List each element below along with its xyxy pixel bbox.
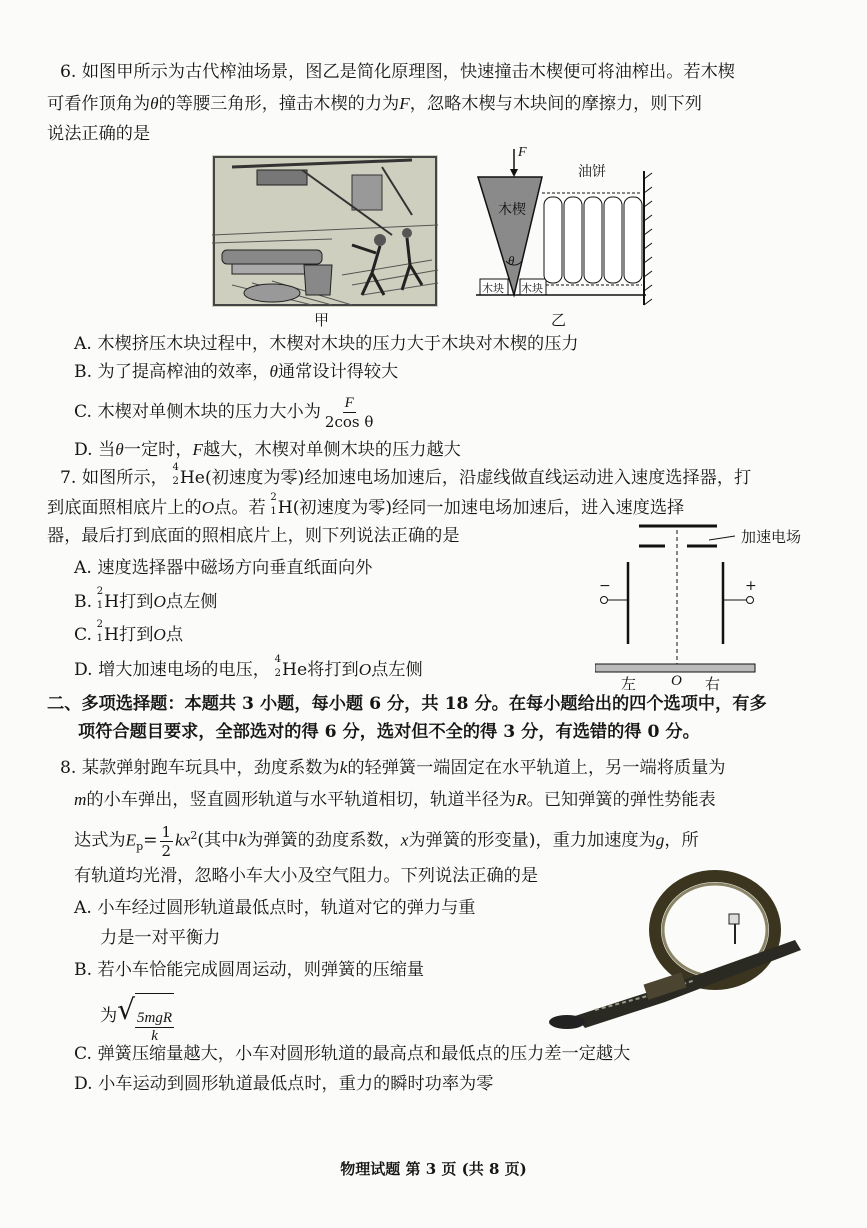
q6-option-d-text: D. 当 [74,440,116,460]
q8-text: (其中 [197,830,239,851]
velocity-selector-diagram [595,518,815,693]
point-o: O [153,625,166,644]
q8-text: 8. 某款弹射跑车玩具中，劲度系数为 [60,758,340,778]
q7-option-b-text: 打到 [119,592,154,612]
q6-line3: 说法正确的是 [47,124,151,144]
q7-line2 [47,492,685,520]
kx-symbol: kx [175,830,191,850]
mass-number: 4 [172,462,179,473]
hydrogen-symbol: H [104,625,120,645]
section2-heading-line2: 项符合题目要求，全部选对的得 6 分，选对但不全的得 3 分，有选错的得 0 分。 [78,722,700,742]
mass-number: 2 [270,492,277,503]
q8-line2 [74,788,716,812]
point-o: O [201,498,215,517]
q6-option-d [74,438,461,462]
helium-symbol: He [281,660,308,680]
q8-option-b-text: 为 [100,1006,118,1026]
q8-option-a-line2: 力是一对平衡力 [100,928,221,948]
ep-subscript: p [136,840,144,854]
fraction-f-over-2cos [323,394,375,431]
q6-option-a: A. 木楔挤压木块过程中，木楔对木块的压力大于木块对木楔的压力 [74,334,579,354]
wedge-angle-label: θ [508,253,515,268]
point-o: O [153,592,166,611]
theta-symbol: θ [269,362,278,381]
q7-option-d-text: 将打到 [307,660,359,680]
hydrogen-symbol: H [104,592,120,612]
q6-option-b-text: 通常设计得较大 [277,362,399,382]
square-exponent: 2 [190,829,198,842]
atomic-number: 1 [96,600,104,611]
k-symbol: k [339,758,348,777]
fraction-denominator: 2 [161,841,172,860]
point-o-label: O [671,673,682,689]
wedge-force-label: F [518,145,527,160]
q8-option-b-line1: B. 若小车恰能完成圆周运动，则弹簧的压缩量 [74,960,425,980]
q8-option-a-line1: A. 小车经过圆形轨道最低点时，轨道对它的弹力与重 [74,898,476,918]
equals-sign: = [143,830,158,851]
left-block-label: 木块 [482,282,504,295]
deuterium-isotope [266,492,278,517]
theta-symbol: θ [150,94,159,113]
q7-option-c-text: C. [74,625,93,645]
q6-option-b [74,360,398,384]
q8-line1 [60,756,725,780]
q7-text: (初速度为零)经加速电场加速后，沿虚线做直线运动进入速度选择器，打 [204,468,752,488]
k-symbol: k [238,830,247,850]
atomic-number: 2 [274,668,281,679]
q6-line2 [47,92,702,116]
q7-option-b-text: 点左侧 [165,592,218,612]
g-symbol: g [655,830,665,850]
q8-text: 的轻弹簧一端固定在水平轨道上，另一端将质量为 [347,758,726,778]
q7-line3: 器，最后打到底面的照相底片上，则下列说法正确的是 [47,526,460,546]
q7-text: (初速度为零)经同一加速电场加速后，进入速度选择 [292,498,685,518]
accelerating-field-label: 加速电场 [741,528,802,546]
q7-text: 到底面照相底片上的 [47,498,202,518]
q7-option-a: A. 速度选择器中磁场方向垂直纸面向外 [74,558,373,578]
q7-option-b [74,586,218,614]
force-symbol: F [399,94,410,113]
q7-option-c-text: 打到 [119,625,154,645]
q7-option-c [74,619,184,647]
point-o: O [358,660,372,679]
atomic-number: 1 [96,633,104,644]
q6-option-d-text: 一定时， [123,440,193,460]
helium-symbol: He [179,468,205,488]
fraction-numerator: F [344,395,354,411]
page-footer: 物理试题 第 3 页 (共 8 页) [340,1160,527,1178]
q8-option-d: D. 小车运动到圆形轨道最低点时，重力的瞬时功率为零 [74,1074,494,1094]
minus-terminal-label: − [599,578,611,594]
q8-text: 为弹簧的劲度系数， [246,830,401,851]
wedge-label: 木楔 [498,202,526,218]
oil-cake-label: 油饼 [578,164,606,180]
m-symbol: m [74,790,87,809]
q8-text: 达式为 [74,830,126,851]
q7-option-b-text: B. [74,592,93,612]
q8-text: 。已知弹簧的弹性势能表 [526,790,716,810]
r-symbol: R [516,790,527,809]
sqrt-body [135,993,174,1045]
q8-option-b-line2 [100,988,174,1045]
q7-text: 点。若 [214,498,266,518]
deuterium-isotope [92,586,104,611]
right-label: 右 [705,675,721,693]
q6-text: 的等腰三角形，撞击木楔的力为 [158,94,400,114]
q6-line1: 6. 如图甲所示为古代榨油场景，图乙是简化原理图，快速撞击木楔便可将油榨出。若木楔 [60,62,735,82]
fraction-numerator: 5mgR [137,1010,173,1026]
hydrogen-symbol: H [277,498,293,518]
q7-option-c-text: 点 [165,625,184,645]
mass-number: 2 [96,586,104,597]
atomic-number: 2 [172,476,179,487]
sqrt-sign: √ [117,993,136,1026]
loop-track-toy-image [545,870,807,1030]
right-block-label: 木块 [521,282,543,295]
q6-text: 可看作顶角为 [47,94,151,114]
figure-jia-label: 甲 [314,311,330,329]
oil-press-woodcut-image [212,155,438,307]
atomic-number: 1 [270,506,277,517]
q6-option-c [74,392,377,432]
fraction-denominator: 2cos θ [324,413,374,431]
fraction-one-half [160,823,174,860]
theta-symbol: θ [115,440,124,459]
x-symbol: x [400,830,409,850]
q6-text: ，忽略木楔与木块间的摩擦力，则下列 [409,94,702,114]
section2-heading-line1: 二、多项选择题：本题共 3 小题，每小题 6 分，共 18 分。在每小题给出的四个选项中，有多 [47,694,767,714]
mass-number: 2 [96,619,104,630]
left-label: 左 [621,675,637,693]
q6-option-b-text: B. 为了提高榨油的效率， [74,362,270,382]
figure-yi-label: 乙 [551,311,567,329]
q8-line3 [74,814,699,869]
wedge-diagram [470,145,660,315]
plus-terminal-label: + [745,578,757,594]
force-symbol: F [192,440,204,459]
q8-line4: 有轨道均光滑，忽略小车大小及空气阻力。下列说法正确的是 [74,866,539,886]
ep-symbol: E [125,830,137,850]
mass-number: 4 [274,654,281,665]
q8-text: 为弹簧的形变量)，重力加速度为 [408,830,656,851]
q7-line1 [60,462,752,490]
q7-option-d-text: 点左侧 [371,660,423,680]
q7-text: 7. 如图所示， [60,468,168,488]
fraction-denominator: k [151,1028,158,1044]
deuterium-isotope [92,619,104,644]
q6-option-c-text: C. 木楔对单侧木块的压力大小为 [74,402,321,422]
q8-text: ，所 [664,830,699,851]
q6-option-d-text: 越大，木楔对单侧木块的压力越大 [203,440,461,460]
helium-isotope [270,654,282,679]
helium-isotope [168,462,180,487]
q7-option-d-text: D. 增大加速电场的电压， [74,660,270,680]
q8-option-c: C. 弹簧压缩量越大，小车对圆形轨道的最高点和最低点的压力差一定越大 [74,1044,631,1064]
sqrt-expression [117,988,174,1045]
q7-option-d [74,654,423,682]
q8-text: 的小车弹出，竖直圆形轨道与水平轨道相切，轨道半径为 [86,790,517,810]
fraction-numerator: 1 [161,822,172,841]
